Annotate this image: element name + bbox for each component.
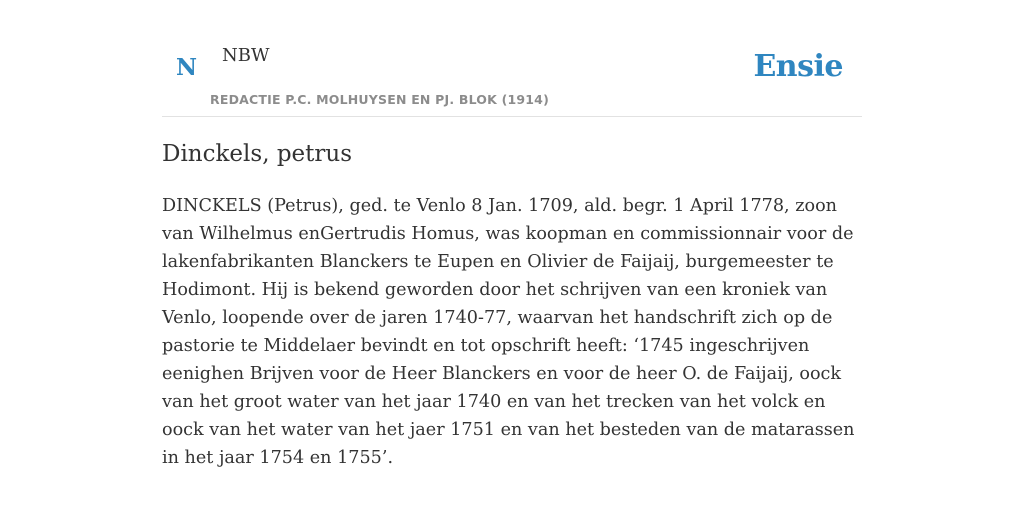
article-title: Dinckels, petrus [162, 141, 353, 167]
source-logo[interactable]: N [176, 54, 198, 81]
source-editors: REDACTIE P.C. MOLHUYSEN EN PJ. BLOK (1914) [210, 92, 549, 107]
source-name[interactable]: NBW [222, 45, 270, 66]
article-body: DINCKELS (Petrus), ged. te Venlo 8 Jan. 1709, ald. begr. 1 April 1778, zoon van Wilhelmus enGertrudis Homus, was koopman en commissionnair voor de lakenfabrikanten Blanckers te Eupen en Olivier de Faijaij, burgemeester te Hodimont. Hij is bekend geworden door het schrijven van een kroniek van Venlo, loopende over de jaren 1740-77, waarvan het handschrift zich op de pastorie te Middelaer bevindt en tot opschrift heeft: ‘1745 ingeschrijven eenighen Brijven voor de Heer Blanckers en voor de heer O. de Faijaij, oock van het groot water van het jaar 1740 en van het trecken van het volck en oock van het water van het jaer 1751 en van het besteden van de matarassen in het jaar 1754 en 1755’. [162, 196, 855, 468]
header [162, 0, 862, 117]
brand-logo[interactable]: Ensie [753, 49, 843, 84]
